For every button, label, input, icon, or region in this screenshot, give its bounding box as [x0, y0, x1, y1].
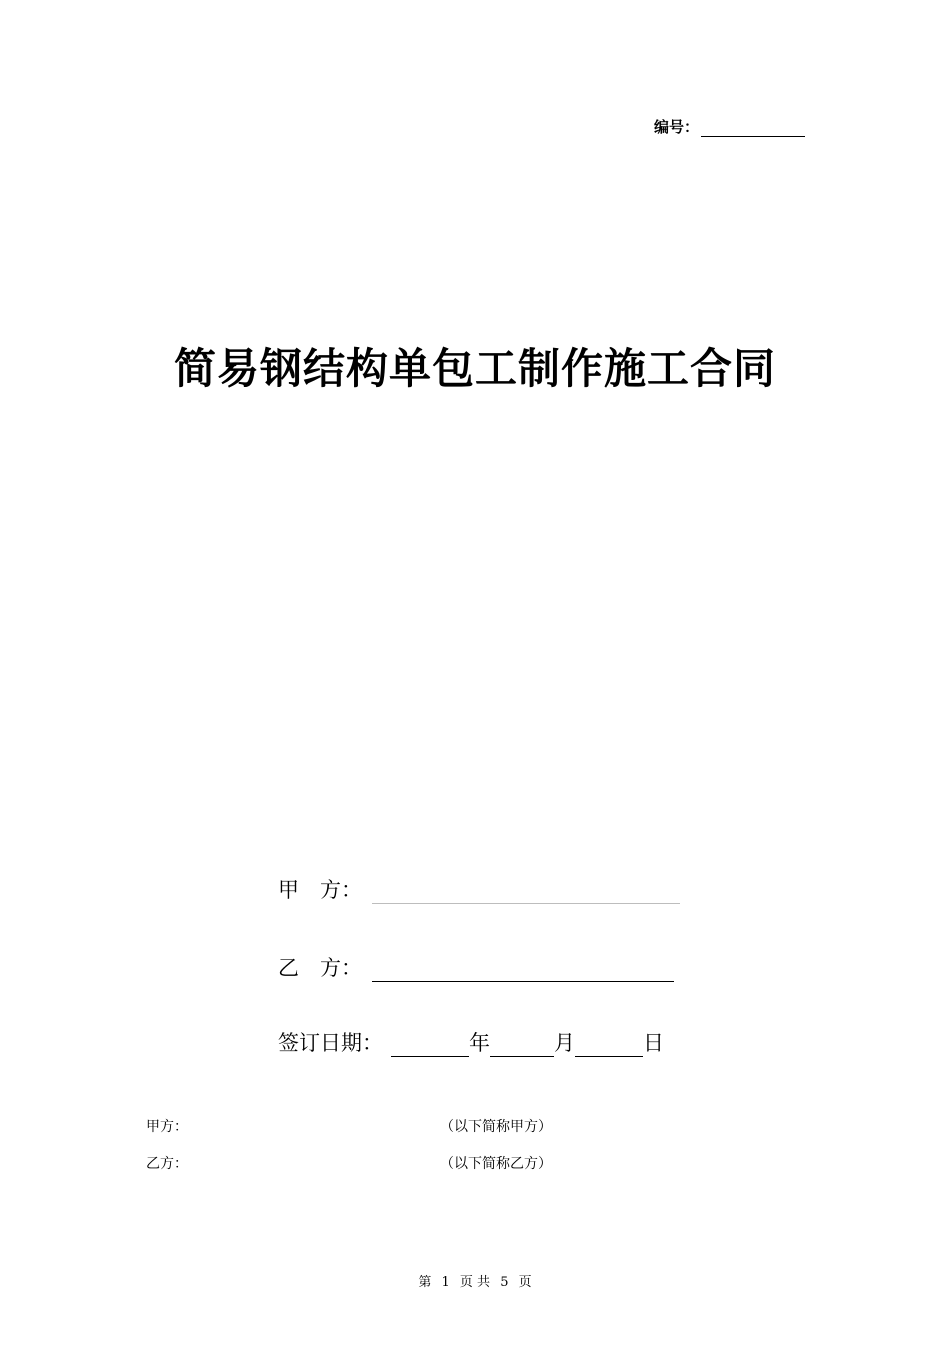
serial-number: [654, 116, 805, 137]
sign-day-field[interactable]: [575, 1032, 643, 1057]
sign-date-label: 签订日期：: [278, 1031, 383, 1055]
sign-month-field[interactable]: [490, 1032, 554, 1057]
party-b-row: [278, 952, 674, 982]
party-a-row: [278, 874, 680, 904]
sign-date-row: [278, 1027, 664, 1057]
party-b-field[interactable]: [372, 957, 674, 982]
sign-year-field[interactable]: [391, 1032, 469, 1057]
intro-party-a: 甲方：: [146, 1119, 188, 1135]
party-a-label: 甲 方：: [278, 878, 362, 902]
serial-number-label: 编号：: [654, 118, 700, 136]
year-label: 年: [469, 1031, 490, 1055]
party-b-label: 乙 方：: [278, 956, 362, 980]
footer-prefix: 第: [418, 1275, 432, 1290]
footer-middle: 页 共: [459, 1275, 491, 1290]
day-label: 日: [643, 1031, 664, 1055]
footer-total-pages: 5: [500, 1275, 509, 1290]
page-footer: [0, 1271, 950, 1290]
party-a-field[interactable]: [372, 879, 680, 904]
month-label: 月: [554, 1031, 575, 1055]
intro-party-b: 乙方：: [146, 1156, 188, 1172]
footer-page-number: 1: [441, 1275, 450, 1290]
footer-suffix: 页: [518, 1275, 532, 1290]
document-title: 简易钢结构单包工制作施工合同: [173, 344, 776, 393]
serial-number-field[interactable]: [701, 120, 805, 137]
intro-party-b-note: （以下简称乙方）: [440, 1156, 552, 1172]
intro-party-a-note: （以下简称甲方）: [440, 1119, 552, 1135]
